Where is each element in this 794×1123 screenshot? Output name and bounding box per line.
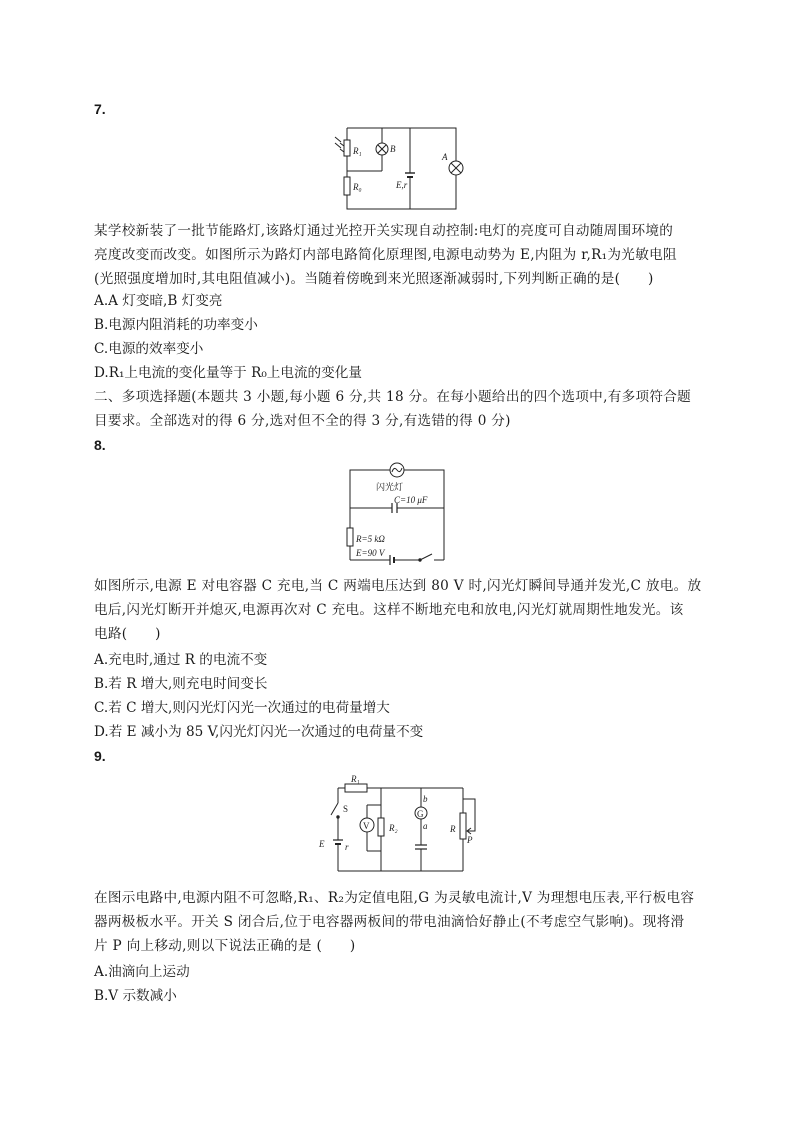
section-2-line: 目要求。全部选对的得 6 分,选对但不全的得 3 分,有选错的得 0 分) (94, 413, 511, 429)
question-7-number: 7. (94, 101, 106, 117)
q7-option-c: C.电源的效率变小 (94, 341, 204, 357)
q7-stem-line: (光照强度增加时,其电阻值减小)。当随着傍晚到来光照逐渐减弱时,下列判断正确的是( ) (94, 271, 654, 287)
section-2-line: 二、多项选择题(本题共 3 小题,每小题 6 分,共 18 分。在每小题给出的四个选项中,有多项符合题 (94, 389, 692, 405)
question-9-number: 9. (94, 748, 106, 764)
q7-stem-line: 亮度改变而改变。如图所示为路灯内部电路简化原理图,电源电动势为 E,内阻为 r,R₁为光敏电阻 (94, 247, 677, 263)
question-7-stem (94, 219, 704, 291)
q8-stem-line: 电后,闪光灯断开并熄灭,电源再次对 C 充电。这样不断地充电和放电,闪光灯就周期性地发光。该 (94, 602, 684, 618)
q9-label-r: R (450, 824, 456, 834)
q7-stem-line: 某学校新装了一批节能路灯,该路灯通过光控开关实现自动控制:电灯的亮度可自动随周围环境的 (94, 223, 674, 239)
q9-stem-line: 器两极板水平。开关 S 闭合后,位于电容器两板间的带电油滴恰好静止(不考虑空气影响)。现将滑 (94, 914, 685, 930)
section-2-instructions (94, 385, 704, 433)
q9-label-int: r (345, 842, 349, 852)
q8-option-a: A.充电时,通过 R 的电流不变 (94, 652, 268, 668)
question-8-circuit-figure (340, 460, 460, 568)
q9-label-g: G (417, 809, 424, 819)
q8-label-e: E=90 V (356, 548, 385, 558)
q8-option-d: D.若 E 减小为 85 V,闪光灯闪光一次通过的电荷量不变 (94, 724, 424, 740)
q9-label-a: a (423, 821, 428, 831)
q9-label-p: P (467, 835, 473, 845)
q8-label-lamp: 闪光灯 (376, 482, 404, 492)
q9-stem-line: 在图示电路中,电源内阻不可忽略,R₁、R₂为定值电阻,G 为灵敏电流计,V 为理想电压表,平行板电容 (94, 890, 695, 906)
q8-stem-line: 电路( ) (94, 626, 161, 642)
q9-label-v: V (363, 821, 370, 831)
q9-stem-line: 片 P 向上移动,则以下说法正确的是 ( ) (94, 938, 356, 954)
q7-option-b: B.电源内阻消耗的功率变小 (94, 317, 258, 333)
q8-label-c: C=10 μF (394, 495, 428, 505)
question-8-stem (94, 574, 704, 646)
question-9-circuit-figure (313, 775, 493, 875)
q9-option-b: B.V 示数减小 (94, 988, 177, 1004)
q7-label-b: B (390, 144, 396, 154)
q9-label-b: b (423, 794, 428, 804)
q9-label-r2: R₂ (389, 823, 398, 833)
q8-label-r: R=5 kΩ (356, 534, 385, 544)
q9-label-r1: R₁ (351, 775, 360, 784)
q9-label-s: S (343, 804, 349, 814)
q8-option-b: B.若 R 增大,则充电时间变长 (94, 676, 268, 692)
q8-option-c: C.若 C 增大,则闪光灯闪光一次通过的电荷量增大 (94, 700, 390, 716)
question-9-stem (94, 886, 704, 958)
q7-label-source: E,r (396, 180, 408, 190)
q9-option-a: A.油滴向上运动 (94, 964, 190, 980)
q7-label-r0: R₀ (353, 182, 362, 192)
question-8-number: 8. (94, 437, 106, 453)
q8-stem-line: 如图所示,电源 E 对电容器 C 充电,当 C 两端电压达到 80 V 时,闪光灯瞬间导通并发光,C 放电。放 (94, 578, 702, 594)
q7-label-r1: R₁ (353, 146, 362, 156)
q7-option-a: A.A 灯变暗,B 灯变亮 (94, 293, 223, 309)
q7-option-d: D.R₁上电流的变化量等于 R₀上电流的变化量 (94, 365, 362, 381)
q7-label-a: A (442, 152, 448, 162)
question-7-circuit-figure (330, 123, 470, 213)
q9-label-e: E (319, 839, 325, 849)
